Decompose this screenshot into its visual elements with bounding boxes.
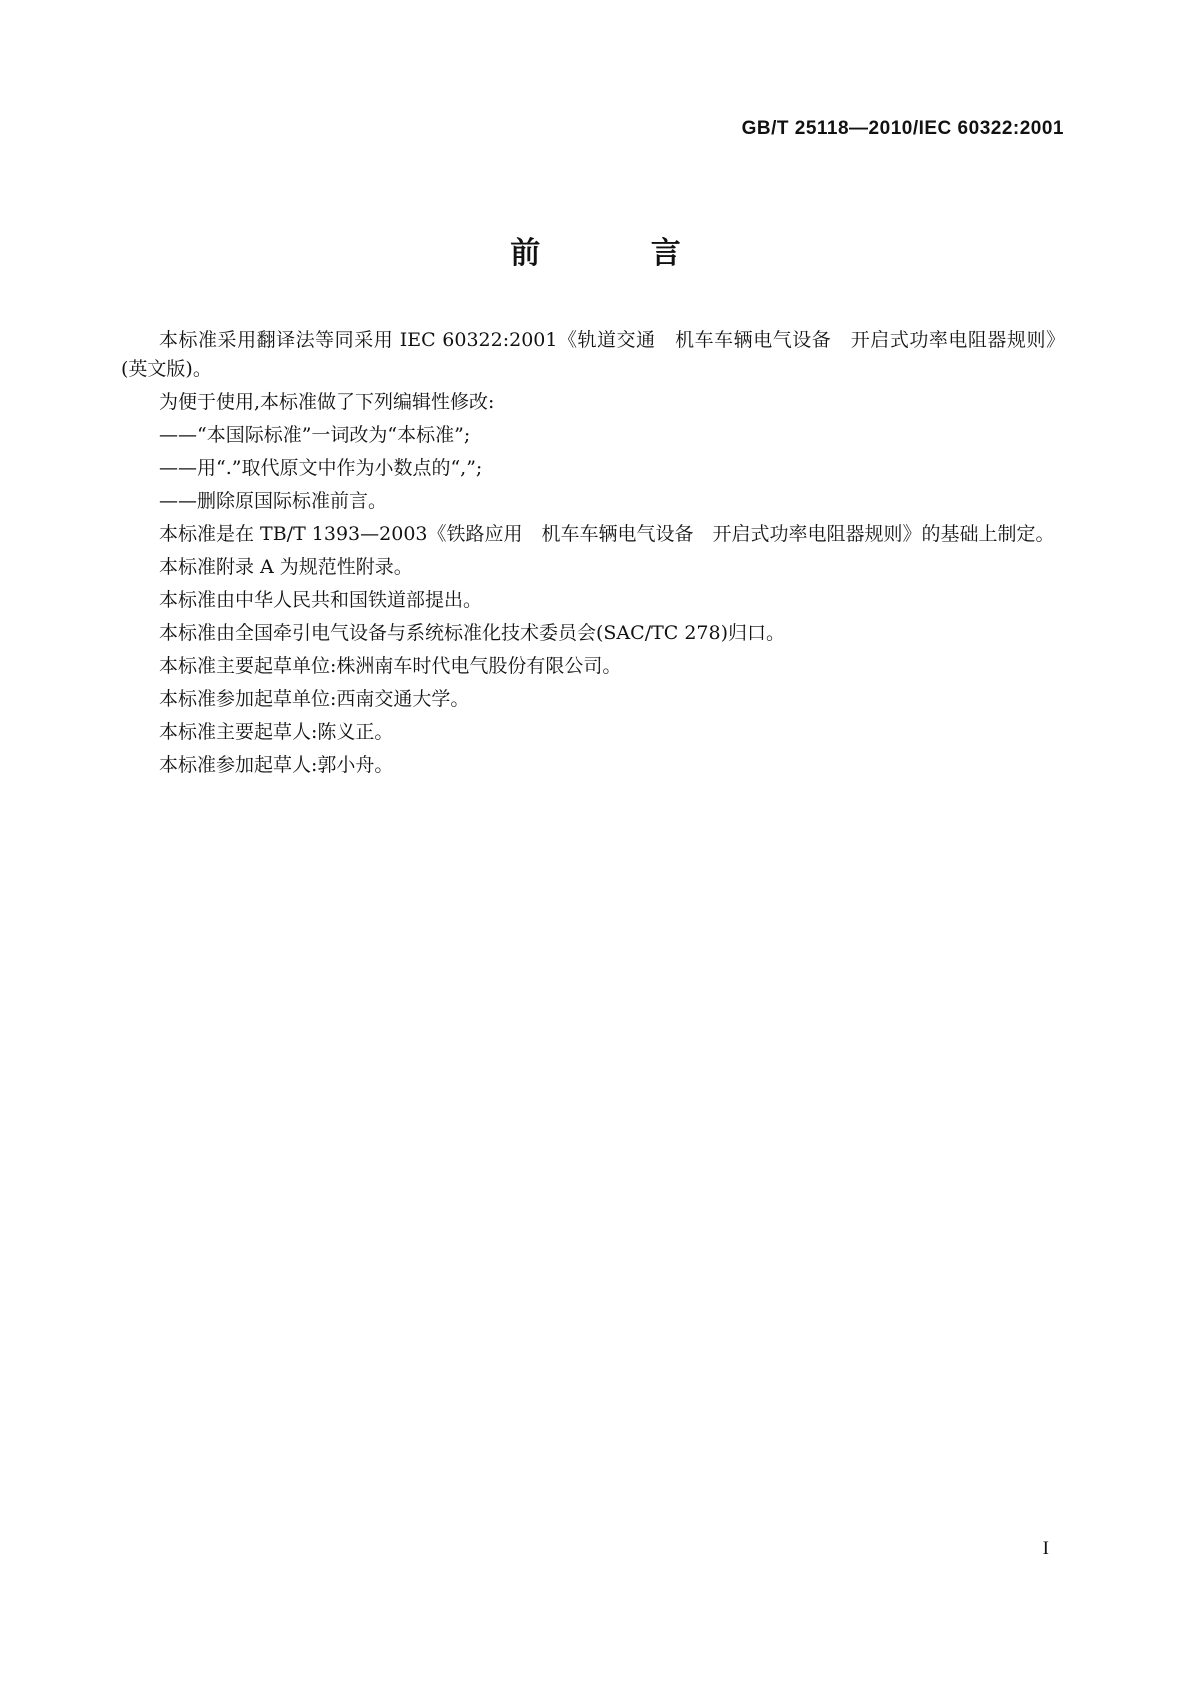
- paragraph: 本标准主要起草人:陈义正。: [159, 721, 394, 743]
- paragraph: 本标准参加起草单位:西南交通大学。: [159, 688, 470, 710]
- paragraph: 本标准主要起草单位:株洲南车时代电气股份有限公司。: [159, 655, 622, 677]
- paragraph: 本标准参加起草人:郭小舟。: [159, 754, 394, 776]
- paragraph: 本标准由全国牵引电气设备与系统标准化技术委员会(SAC/TC 278)归口。: [159, 622, 786, 644]
- page-title: 前 言: [510, 236, 731, 271]
- paragraph: 本标准由中华人民共和国铁道部提出。: [159, 589, 483, 611]
- paragraph: 本标准附录 A 为规范性附录。: [159, 556, 413, 578]
- preface-body: [121, 326, 1065, 784]
- page-number: I: [1042, 1538, 1049, 1559]
- paragraph: 本标准采用翻译法等同采用 IEC 60322:2001《轨道交通 机车车辆电气设备 开启式功率电阻器规则》(英文版)。: [121, 329, 1065, 380]
- paragraph: 本标准是在 TB/T 1393—2003《铁路应用 机车车辆电气设备 开启式功率电阻器规则》的基础上制定。: [159, 523, 1055, 545]
- list-item: ——用“.”取代原文中作为小数点的“,”;: [159, 457, 483, 479]
- list-item: ——删除原国际标准前言。: [159, 490, 388, 512]
- standard-code: GB/T 25118—2010/IEC 60322:2001: [741, 118, 1064, 139]
- list-item: ——“本国际标准”一词改为“本标准”;: [159, 424, 471, 446]
- paragraph: 为便于使用,本标准做了下列编辑性修改:: [159, 391, 495, 413]
